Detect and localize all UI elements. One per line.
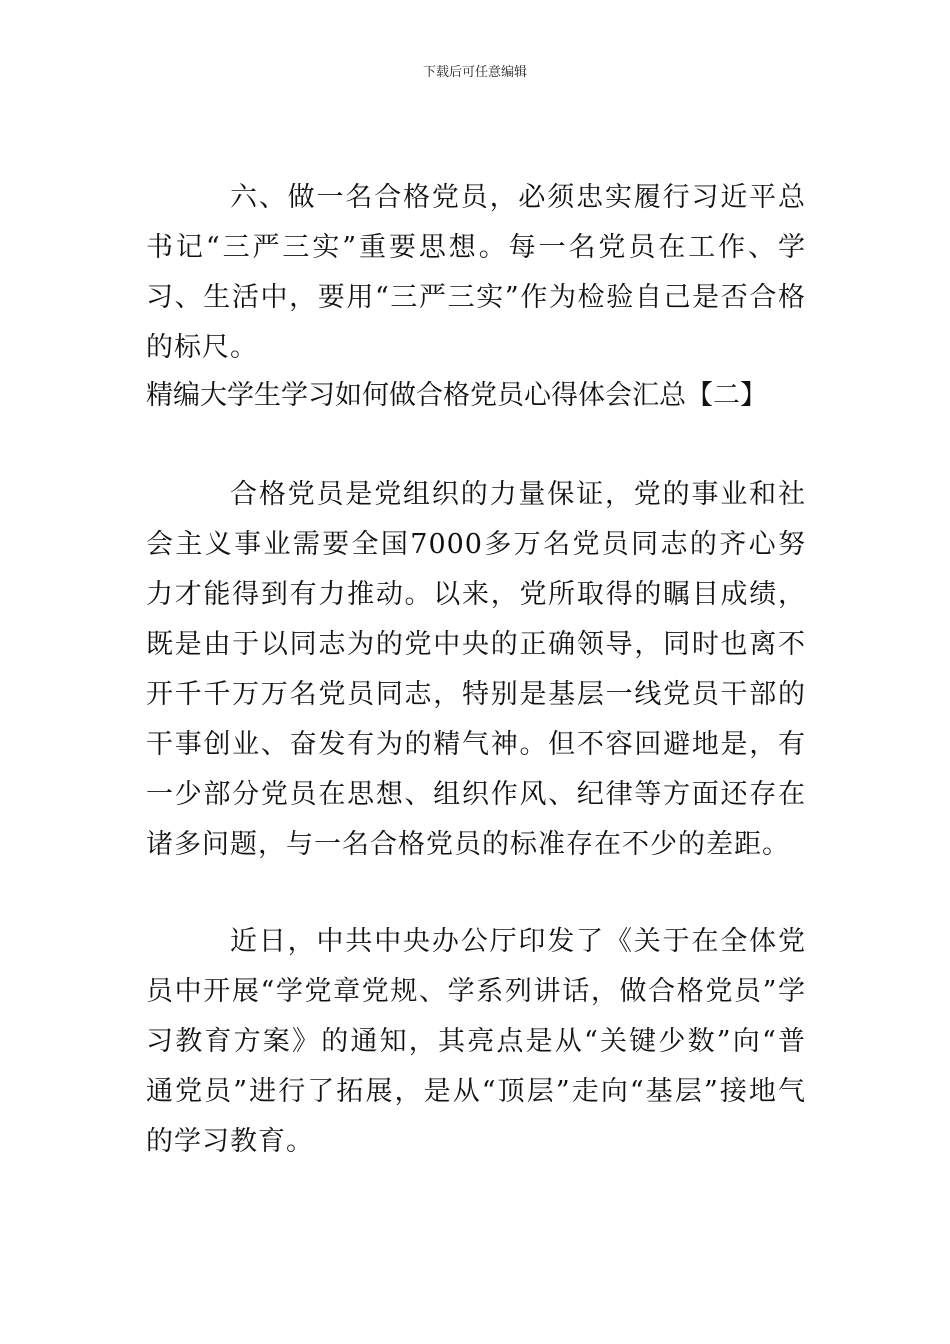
- paragraph-six: 六、做一名合格党员，必须忠实履行习近平总书记“三严三实”重要思想。每一名党员在工作、学习、生活中，要用“三严三实”作为检验自己是否合格的标尺。: [146, 182, 806, 363]
- paragraph-recent-notice: 近日，中共中央办公厅印发了《关于在全体党员中开展“学党章党规、学系列讲话，做合格党员”学习教育方案》的通知，其亮点是从“关键少数”向“普通党员”进行了拓展，是从“顶层”走向“基层”接地气的学习教育。: [146, 926, 806, 1157]
- section-title: 精编大学生学习如何做合格党员心得体会汇总【二】: [146, 380, 767, 411]
- paragraph-qualified-members: 合格党员是党组织的力量保证，党的事业和社会主义事业需要全国7000多万名党员同志的齐心努力才能得到有力推动。以来，党所取得的瞩目成绩，既是由于以同志为的党中央的正确领导，同时也离不开千千万万名党员同志，特别是基层一线党员干部的干事创业、奋发有为的精气神。但不容回避地是，有一少部分党员在思想、组织作风、纪律等方面还存在诸多问题，与一名合格党员的标准存在不少的差距。: [146, 479, 806, 860]
- page-header-note: 下载后可任意编辑: [422, 65, 527, 80]
